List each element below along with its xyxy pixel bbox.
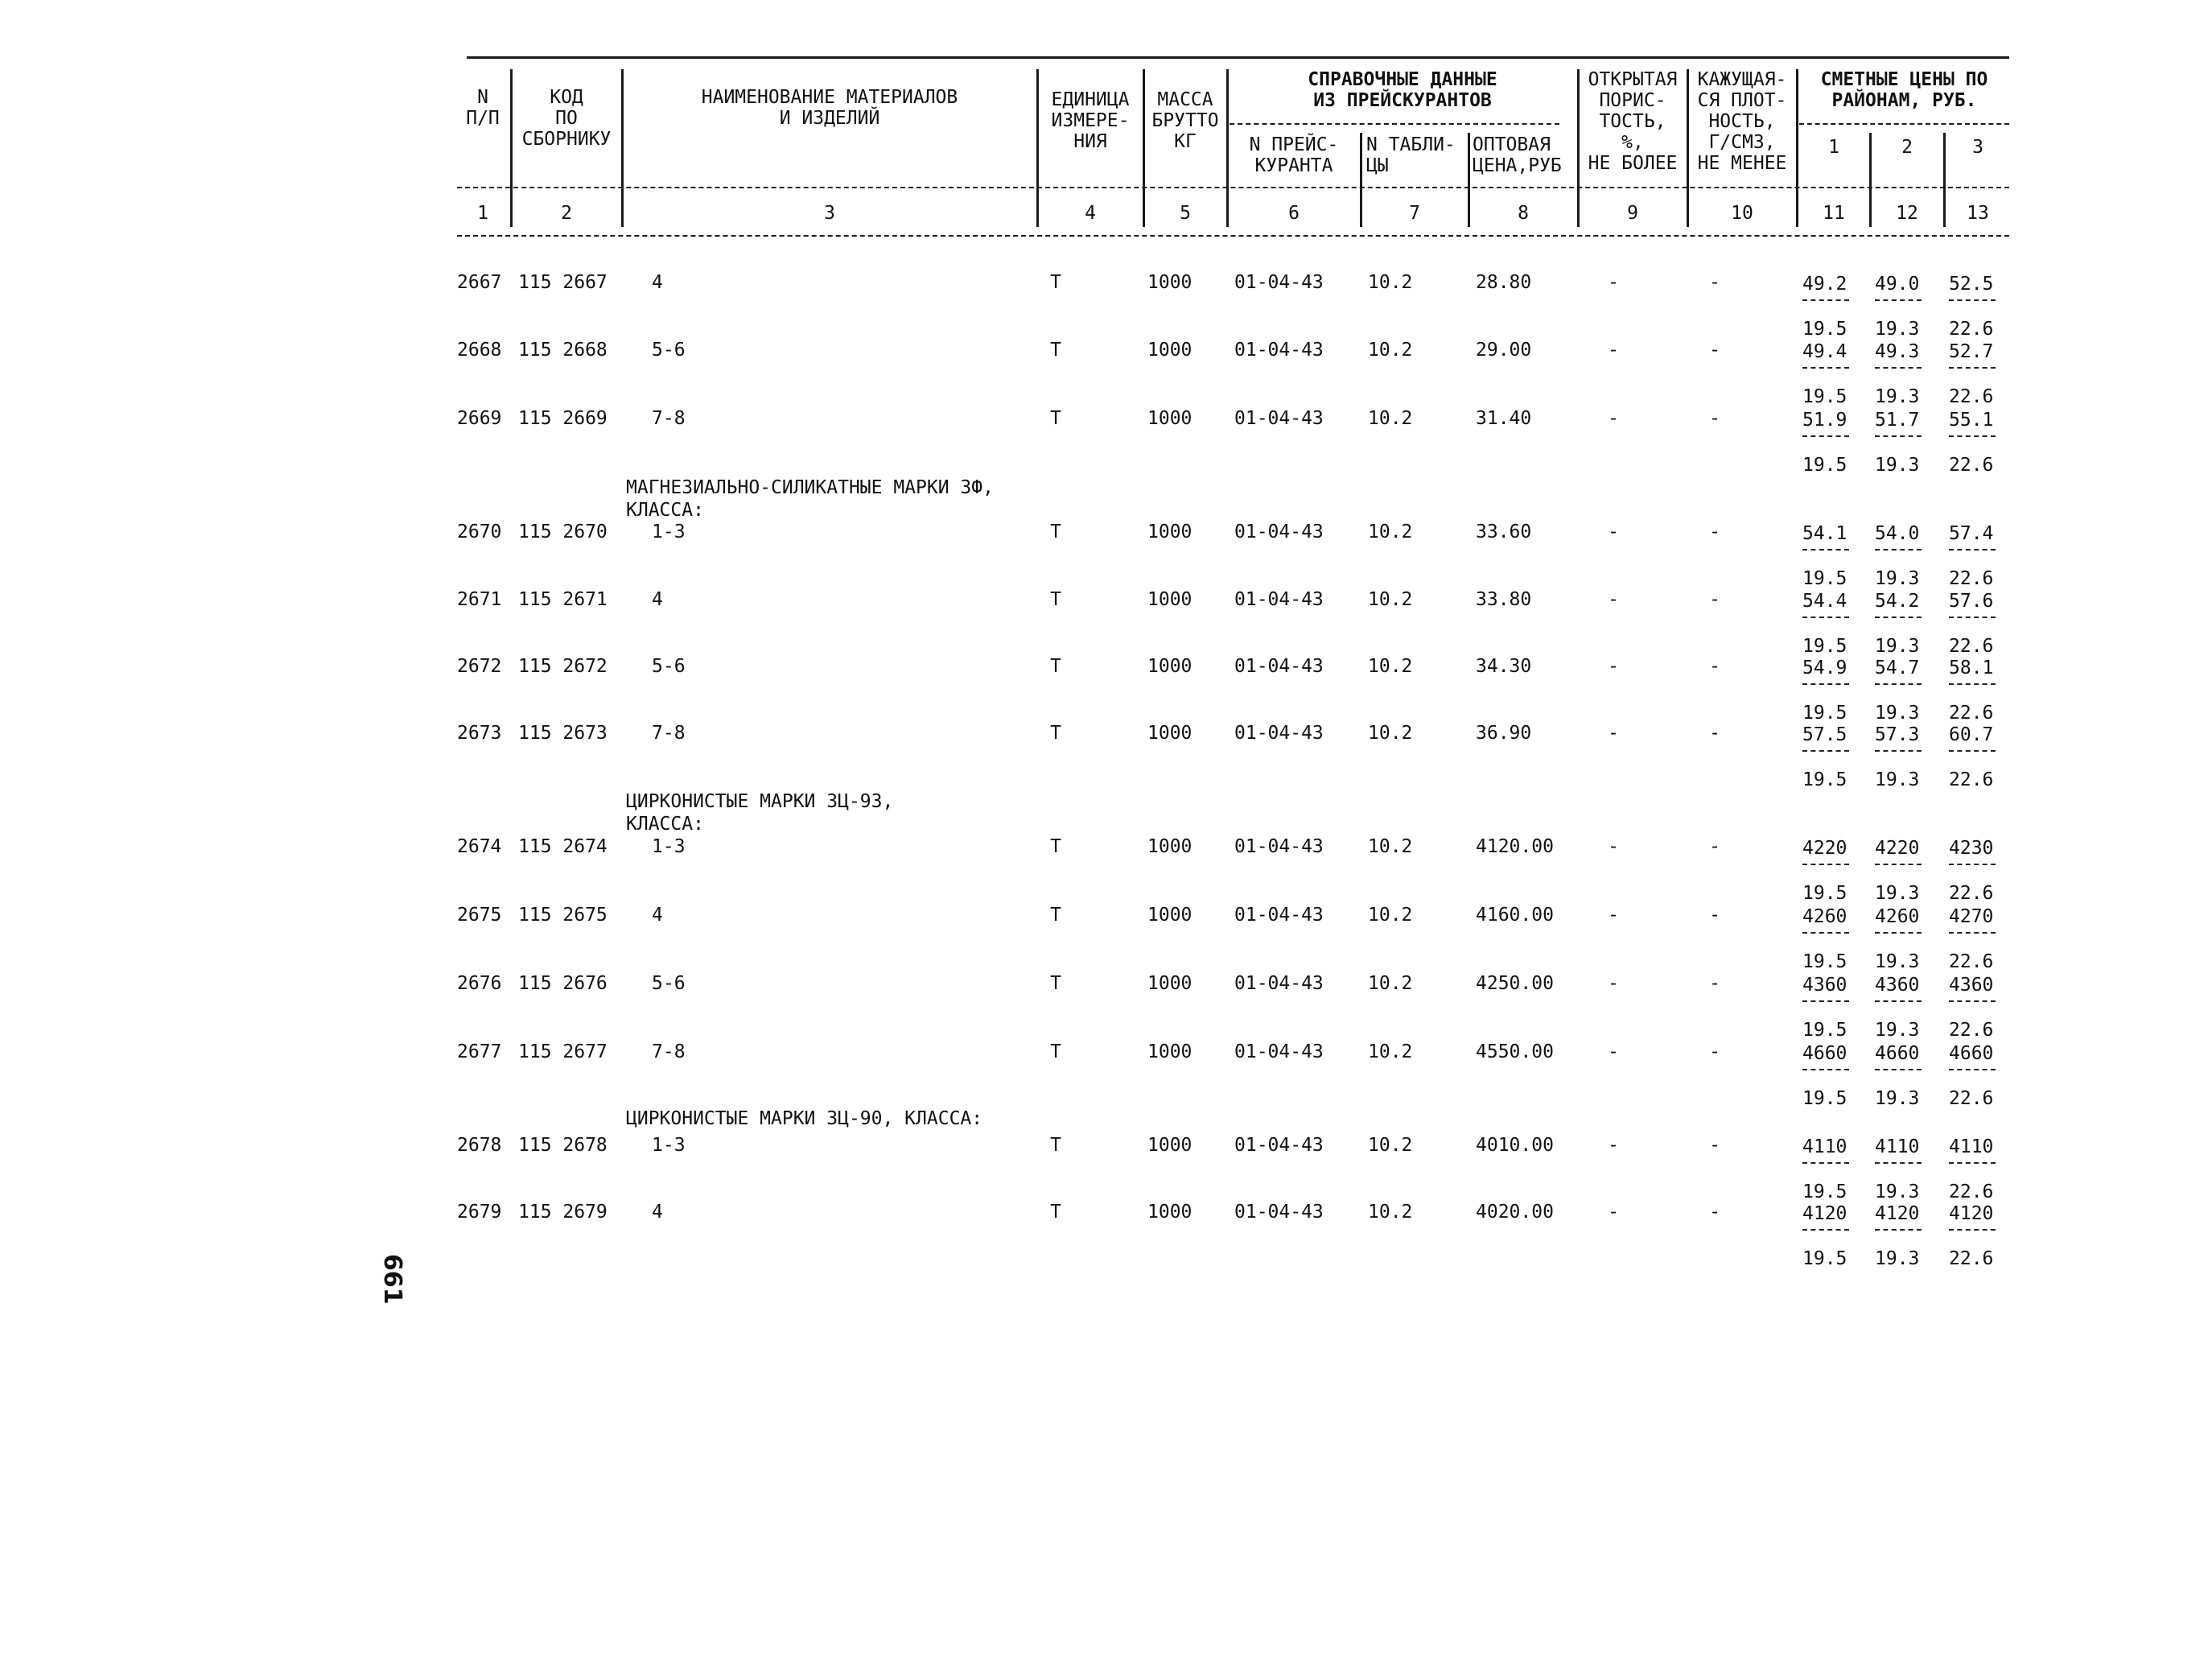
header-col-table: N ТАБЛИ- ЦЫ <box>1366 134 1456 176</box>
cell-table: 10.2 <box>1368 973 1413 994</box>
fraction-bar <box>1875 1162 1922 1164</box>
cell-region-coef: 19.3 <box>1875 769 1920 790</box>
cell-price: 28.80 <box>1476 272 1532 293</box>
cell-region-coef: 22.6 <box>1949 636 1994 657</box>
cell-mass: 1000 <box>1147 340 1193 361</box>
cell-name: 5-6 <box>652 973 686 994</box>
cell-name: 7-8 <box>652 723 686 744</box>
fraction-bar <box>1949 617 1996 618</box>
cell-density: - <box>1709 522 1720 542</box>
fraction-bar <box>1949 683 1996 685</box>
header-region-3: 3 <box>1972 137 1983 158</box>
cell-table: 10.2 <box>1368 589 1413 610</box>
fraction-bar <box>1949 367 1996 369</box>
cell-region-coef: 22.6 <box>1949 1248 1994 1269</box>
cell-mass: 1000 <box>1147 589 1193 610</box>
cell-region-price: 4360 <box>1875 975 1920 996</box>
cell-region-price: 4360 <box>1949 975 1994 996</box>
cell-unit: Т <box>1050 272 1061 293</box>
cell-region-price: 54.4 <box>1802 591 1847 612</box>
fraction-bar <box>1875 750 1922 752</box>
cell-region-price: 4360 <box>1802 975 1847 996</box>
cell-n: 2675 <box>457 905 502 926</box>
cell-mass: 1000 <box>1147 973 1193 994</box>
cell-porosity: - <box>1608 656 1619 677</box>
cell-pricelist: 01-04-43 <box>1234 272 1324 293</box>
header-col-name: НАИМЕНОВАНИЕ МАТЕРИАЛОВ И ИЗДЕЛИЙ <box>701 87 958 129</box>
cell-name: 1-3 <box>652 1135 686 1156</box>
column-number: 3 <box>824 203 835 224</box>
col-sep <box>1577 69 1580 227</box>
cell-table: 10.2 <box>1368 340 1413 361</box>
cell-region-price: 57.4 <box>1949 523 1994 544</box>
cell-table: 10.2 <box>1368 408 1413 429</box>
fraction-bar <box>1875 435 1922 437</box>
header-bottom-rule <box>457 187 2009 188</box>
col-sep <box>1687 69 1689 227</box>
cell-region-price: 4260 <box>1802 906 1847 927</box>
cell-n: 2669 <box>457 408 502 429</box>
fraction-bar <box>1949 549 1996 551</box>
cell-unit: Т <box>1050 408 1061 429</box>
cell-name: 4 <box>652 272 663 293</box>
cell-table: 10.2 <box>1368 272 1413 293</box>
cell-region-price: 4660 <box>1875 1043 1920 1064</box>
column-number: 5 <box>1180 203 1191 224</box>
cell-region-coef: 19.5 <box>1802 1248 1847 1269</box>
cell-price: 29.00 <box>1476 340 1532 361</box>
cell-region-price: 52.5 <box>1949 274 1994 295</box>
cell-unit: Т <box>1050 1135 1061 1156</box>
cell-region-coef: 19.5 <box>1802 1181 1847 1202</box>
cell-pricelist: 01-04-43 <box>1234 1041 1324 1062</box>
column-number: 13 <box>1967 203 1989 224</box>
cell-unit: Т <box>1050 1041 1061 1062</box>
fraction-bar <box>1802 932 1849 934</box>
cell-region-price: 52.7 <box>1949 341 1994 362</box>
fraction-bar <box>1802 1069 1849 1070</box>
header-group-reference: СПРАВОЧНЫЕ ДАННЫЕ ИЗ ПРЕЙСКУРАНТОВ <box>1308 69 1497 111</box>
cell-mass: 1000 <box>1147 522 1193 542</box>
numbers-bottom-rule <box>457 235 2009 237</box>
cell-density: - <box>1709 905 1720 926</box>
cell-price: 4550.00 <box>1476 1041 1554 1062</box>
cell-table: 10.2 <box>1368 1135 1413 1156</box>
cell-region-coef: 19.3 <box>1875 703 1920 724</box>
cell-region-price: 54.1 <box>1802 523 1847 544</box>
fraction-bar <box>1875 864 1922 865</box>
cell-code: 115 2670 <box>518 522 608 542</box>
cell-region-coef: 19.3 <box>1875 1020 1920 1041</box>
cell-pricelist: 01-04-43 <box>1234 589 1324 610</box>
cell-pricelist: 01-04-43 <box>1234 522 1324 542</box>
fraction-bar <box>1949 435 1996 437</box>
col-sep <box>1143 69 1145 227</box>
cell-code: 115 2669 <box>518 408 608 429</box>
fraction-bar <box>1802 435 1849 437</box>
cell-porosity: - <box>1608 973 1619 994</box>
cell-name: 1-3 <box>652 836 686 857</box>
header-subrule <box>1230 123 1559 125</box>
fraction-bar <box>1802 1162 1849 1164</box>
cell-name: 4 <box>652 905 663 926</box>
cell-region-coef: 19.3 <box>1875 568 1920 589</box>
cell-density: - <box>1709 1135 1720 1156</box>
cell-n: 2676 <box>457 973 502 994</box>
cell-pricelist: 01-04-43 <box>1234 1202 1324 1223</box>
fraction-bar <box>1875 617 1922 618</box>
cell-region-price: 4270 <box>1949 906 1994 927</box>
cell-table: 10.2 <box>1368 522 1413 542</box>
fraction-bar <box>1949 864 1996 865</box>
table-top-rule <box>467 56 2009 59</box>
cell-density: - <box>1709 656 1720 677</box>
cell-price: 36.90 <box>1476 723 1532 744</box>
cell-n: 2679 <box>457 1202 502 1223</box>
col-sep <box>1036 69 1039 227</box>
cell-name: 5-6 <box>652 656 686 677</box>
cell-price: 4120.00 <box>1476 836 1554 857</box>
cell-n: 2670 <box>457 522 502 542</box>
cell-code: 115 2676 <box>518 973 608 994</box>
fraction-bar <box>1949 750 1996 752</box>
cell-name: 1-3 <box>652 522 686 542</box>
column-number: 2 <box>561 203 572 224</box>
cell-region-coef: 19.3 <box>1875 636 1920 657</box>
cell-unit: Т <box>1050 723 1061 744</box>
cell-porosity: - <box>1608 522 1619 542</box>
cell-n: 2674 <box>457 836 502 857</box>
cell-n: 2672 <box>457 656 502 677</box>
cell-region-coef: 19.5 <box>1802 1020 1847 1041</box>
col-sep <box>621 69 624 227</box>
cell-mass: 1000 <box>1147 905 1193 926</box>
cell-region-coef: 19.5 <box>1802 703 1847 724</box>
page-number: 661 <box>378 1254 406 1305</box>
cell-region-price: 57.3 <box>1875 724 1920 745</box>
fraction-bar <box>1802 1229 1849 1231</box>
cell-region-price: 4120 <box>1949 1203 1994 1224</box>
cell-mass: 1000 <box>1147 1202 1193 1223</box>
cell-region-coef: 19.5 <box>1802 319 1847 340</box>
cell-price: 4250.00 <box>1476 973 1554 994</box>
cell-region-price: 4110 <box>1875 1136 1920 1157</box>
col-sep <box>1943 133 1946 227</box>
cell-unit: Т <box>1050 973 1061 994</box>
cell-pricelist: 01-04-43 <box>1234 656 1324 677</box>
cell-density: - <box>1709 272 1720 293</box>
col-sep <box>1796 69 1798 227</box>
column-number: 7 <box>1409 203 1420 224</box>
cell-code: 115 2667 <box>518 272 608 293</box>
cell-region-coef: 19.3 <box>1875 455 1920 476</box>
cell-density: - <box>1709 589 1720 610</box>
cell-n: 2668 <box>457 340 502 361</box>
cell-table: 10.2 <box>1368 723 1413 744</box>
cell-region-coef: 19.3 <box>1875 1088 1920 1109</box>
cell-region-price: 49.3 <box>1875 341 1920 362</box>
cell-region-coef: 19.5 <box>1802 951 1847 972</box>
fraction-bar <box>1949 1000 1996 1002</box>
cell-porosity: - <box>1608 1135 1619 1156</box>
header-col-pricelist: N ПРЕЙС- КУРАНТА <box>1249 134 1339 176</box>
cell-region-price: 57.5 <box>1802 724 1847 745</box>
cell-region-price: 4220 <box>1802 838 1847 859</box>
cell-region-price: 55.1 <box>1949 410 1994 431</box>
cell-pricelist: 01-04-43 <box>1234 408 1324 429</box>
cell-pricelist: 01-04-43 <box>1234 836 1324 857</box>
header-col-unit: ЕДИНИЦА ИЗМЕРЕ- НИЯ <box>1051 89 1130 152</box>
cell-n: 2678 <box>457 1135 502 1156</box>
cell-region-price: 51.9 <box>1802 410 1847 431</box>
fraction-bar <box>1875 299 1922 301</box>
cell-region-price: 49.4 <box>1802 341 1847 362</box>
cell-region-price: 4260 <box>1875 906 1920 927</box>
fraction-bar <box>1875 367 1922 369</box>
column-number: 11 <box>1823 203 1845 224</box>
cell-region-price: 58.1 <box>1949 658 1994 678</box>
column-number: 12 <box>1896 203 1918 224</box>
header-region-1: 1 <box>1828 137 1839 158</box>
cell-density: - <box>1709 973 1720 994</box>
cell-unit: Т <box>1050 589 1061 610</box>
cell-region-coef: 19.5 <box>1802 1088 1847 1109</box>
header-col-mass: МАССА БРУТТО КГ <box>1151 89 1219 152</box>
group-label: МАГНЕЗИАЛЬНО-СИЛИКАТНЫЕ МАРКИ 3Ф, КЛАССА: <box>626 477 994 521</box>
cell-region-price: 4220 <box>1875 838 1920 859</box>
cell-porosity: - <box>1608 1202 1619 1223</box>
cell-mass: 1000 <box>1147 272 1193 293</box>
cell-pricelist: 01-04-43 <box>1234 905 1324 926</box>
cell-price: 4020.00 <box>1476 1202 1554 1223</box>
cell-price: 34.30 <box>1476 656 1532 677</box>
cell-name: 5-6 <box>652 340 686 361</box>
fraction-bar <box>1802 367 1849 369</box>
col-sep <box>510 69 513 227</box>
cell-code: 115 2675 <box>518 905 608 926</box>
fraction-bar <box>1949 1162 1996 1164</box>
cell-mass: 1000 <box>1147 1135 1193 1156</box>
cell-n: 2667 <box>457 272 502 293</box>
cell-code: 115 2678 <box>518 1135 608 1156</box>
fraction-bar <box>1802 683 1849 685</box>
cell-price: 31.40 <box>1476 408 1532 429</box>
cell-region-coef: 19.3 <box>1875 951 1920 972</box>
cell-region-coef: 22.6 <box>1949 883 1994 904</box>
cell-price: 4010.00 <box>1476 1135 1554 1156</box>
cell-porosity: - <box>1608 340 1619 361</box>
cell-region-price: 4110 <box>1949 1136 1994 1157</box>
cell-density: - <box>1709 836 1720 857</box>
cell-unit: Т <box>1050 836 1061 857</box>
fraction-bar <box>1802 617 1849 618</box>
fraction-bar <box>1949 1229 1996 1231</box>
cell-porosity: - <box>1608 723 1619 744</box>
cell-region-price: 54.9 <box>1802 658 1847 678</box>
header-subrule-prices <box>1799 123 2009 125</box>
col-sep <box>1226 69 1229 227</box>
fraction-bar <box>1949 932 1996 934</box>
cell-region-coef: 19.3 <box>1875 1248 1920 1269</box>
cell-region-coef: 22.6 <box>1949 386 1994 407</box>
header-col-density: КАЖУЩАЯ- СЯ ПЛОТ- НОСТЬ, Г/СМ3, НЕ МЕНЕЕ <box>1697 69 1787 174</box>
cell-table: 10.2 <box>1368 836 1413 857</box>
fraction-bar <box>1802 1000 1849 1002</box>
cell-table: 10.2 <box>1368 656 1413 677</box>
fraction-bar <box>1875 1000 1922 1002</box>
cell-region-price: 49.0 <box>1875 274 1920 295</box>
cell-porosity: - <box>1608 589 1619 610</box>
column-number: 9 <box>1627 203 1638 224</box>
cell-region-coef: 22.6 <box>1949 703 1994 724</box>
cell-region-coef: 22.6 <box>1949 319 1994 340</box>
header-group-prices: СМЕТНЫЕ ЦЕНЫ ПО РАЙОНАМ, РУБ. <box>1820 69 1988 111</box>
cell-name: 7-8 <box>652 1041 686 1062</box>
header-col-porosity: ОТКРЫТАЯ ПОРИС- ТОСТЬ, %, НЕ БОЛЕЕ <box>1588 69 1678 174</box>
cell-code: 115 2677 <box>518 1041 608 1062</box>
cell-region-coef: 19.3 <box>1875 319 1920 340</box>
cell-price: 33.80 <box>1476 589 1532 610</box>
cell-region-price: 4230 <box>1949 838 1994 859</box>
cell-pricelist: 01-04-43 <box>1234 1135 1324 1156</box>
fraction-bar <box>1949 299 1996 301</box>
header-col-code: КОД ПО СБОРНИКУ <box>521 87 612 150</box>
cell-region-coef: 22.6 <box>1949 1020 1994 1041</box>
cell-porosity: - <box>1608 905 1619 926</box>
cell-unit: Т <box>1050 340 1061 361</box>
cell-porosity: - <box>1608 272 1619 293</box>
cell-region-coef: 22.6 <box>1949 769 1994 790</box>
cell-region-coef: 19.5 <box>1802 883 1847 904</box>
cell-region-coef: 22.6 <box>1949 951 1994 972</box>
cell-region-price: 57.6 <box>1949 591 1994 612</box>
cell-region-coef: 22.6 <box>1949 455 1994 476</box>
cell-region-coef: 19.5 <box>1802 568 1847 589</box>
col-sep <box>1869 133 1872 227</box>
cell-region-price: 4660 <box>1802 1043 1847 1064</box>
cell-region-coef: 19.3 <box>1875 386 1920 407</box>
fraction-bar <box>1802 549 1849 551</box>
column-number: 1 <box>477 203 488 224</box>
cell-table: 10.2 <box>1368 1202 1413 1223</box>
fraction-bar <box>1802 299 1849 301</box>
cell-region-price: 54.2 <box>1875 591 1920 612</box>
cell-porosity: - <box>1608 1041 1619 1062</box>
cell-unit: Т <box>1050 1202 1061 1223</box>
cell-region-coef: 19.5 <box>1802 769 1847 790</box>
cell-table: 10.2 <box>1368 905 1413 926</box>
cell-region-coef: 22.6 <box>1949 1181 1994 1202</box>
fraction-bar <box>1875 549 1922 551</box>
cell-unit: Т <box>1050 905 1061 926</box>
fraction-bar <box>1875 932 1922 934</box>
cell-region-coef: 19.5 <box>1802 636 1847 657</box>
cell-region-price: 49.2 <box>1802 274 1847 295</box>
group-label: ЦИРКОНИСТЫЕ МАРКИ 3Ц-93, КЛАССА: <box>626 791 894 835</box>
cell-mass: 1000 <box>1147 1041 1193 1062</box>
cell-region-coef: 22.6 <box>1949 1088 1994 1109</box>
cell-pricelist: 01-04-43 <box>1234 723 1324 744</box>
cell-code: 115 2672 <box>518 656 608 677</box>
cell-region-price: 60.7 <box>1949 724 1994 745</box>
cell-region-price: 51.7 <box>1875 410 1920 431</box>
cell-density: - <box>1709 1041 1720 1062</box>
cell-region-price: 4660 <box>1949 1043 1994 1064</box>
cell-unit: Т <box>1050 656 1061 677</box>
cell-density: - <box>1709 723 1720 744</box>
cell-density: - <box>1709 1202 1720 1223</box>
cell-region-coef: 19.5 <box>1802 455 1847 476</box>
cell-density: - <box>1709 408 1720 429</box>
column-number: 6 <box>1288 203 1300 224</box>
column-number: 4 <box>1085 203 1096 224</box>
cell-code: 115 2679 <box>518 1202 608 1223</box>
cell-region-coef: 19.3 <box>1875 883 1920 904</box>
cell-code: 115 2668 <box>518 340 608 361</box>
cell-region-price: 4110 <box>1802 1136 1847 1157</box>
header-col-price: ОПТОВАЯ ЦЕНА,РУБ <box>1473 134 1562 176</box>
col-sep <box>1360 133 1362 227</box>
fraction-bar <box>1875 683 1922 685</box>
col-sep <box>1468 133 1470 227</box>
header-region-2: 2 <box>1901 137 1913 158</box>
cell-price: 4160.00 <box>1476 905 1554 926</box>
cell-porosity: - <box>1608 408 1619 429</box>
cell-mass: 1000 <box>1147 723 1193 744</box>
cell-code: 115 2673 <box>518 723 608 744</box>
cell-price: 33.60 <box>1476 522 1532 542</box>
cell-pricelist: 01-04-43 <box>1234 340 1324 361</box>
cell-mass: 1000 <box>1147 408 1193 429</box>
cell-n: 2677 <box>457 1041 502 1062</box>
cell-code: 115 2671 <box>518 589 608 610</box>
cell-mass: 1000 <box>1147 836 1193 857</box>
column-number: 10 <box>1731 203 1753 224</box>
cell-code: 115 2674 <box>518 836 608 857</box>
cell-porosity: - <box>1608 836 1619 857</box>
cell-name: 4 <box>652 589 663 610</box>
cell-name: 7-8 <box>652 408 686 429</box>
cell-mass: 1000 <box>1147 656 1193 677</box>
cell-region-price: 4120 <box>1875 1203 1920 1224</box>
header-col-number: N П/П <box>466 87 500 129</box>
cell-region-coef: 22.6 <box>1949 568 1994 589</box>
fraction-bar <box>1949 1069 1996 1070</box>
fraction-bar <box>1802 750 1849 752</box>
cell-name: 4 <box>652 1202 663 1223</box>
cell-region-price: 54.7 <box>1875 658 1920 678</box>
cell-pricelist: 01-04-43 <box>1234 973 1324 994</box>
cell-density: - <box>1709 340 1720 361</box>
cell-n: 2673 <box>457 723 502 744</box>
cell-unit: Т <box>1050 522 1061 542</box>
fraction-bar <box>1875 1229 1922 1231</box>
cell-region-coef: 19.5 <box>1802 386 1847 407</box>
fraction-bar <box>1875 1069 1922 1070</box>
cell-region-coef: 19.3 <box>1875 1181 1920 1202</box>
cell-region-price: 4120 <box>1802 1203 1847 1224</box>
cell-n: 2671 <box>457 589 502 610</box>
fraction-bar <box>1802 864 1849 865</box>
cell-table: 10.2 <box>1368 1041 1413 1062</box>
column-number: 8 <box>1518 203 1529 224</box>
cell-region-price: 54.0 <box>1875 523 1920 544</box>
group-label: ЦИРКОНИСТЫЕ МАРКИ 3Ц-90, КЛАССА: <box>626 1108 983 1129</box>
